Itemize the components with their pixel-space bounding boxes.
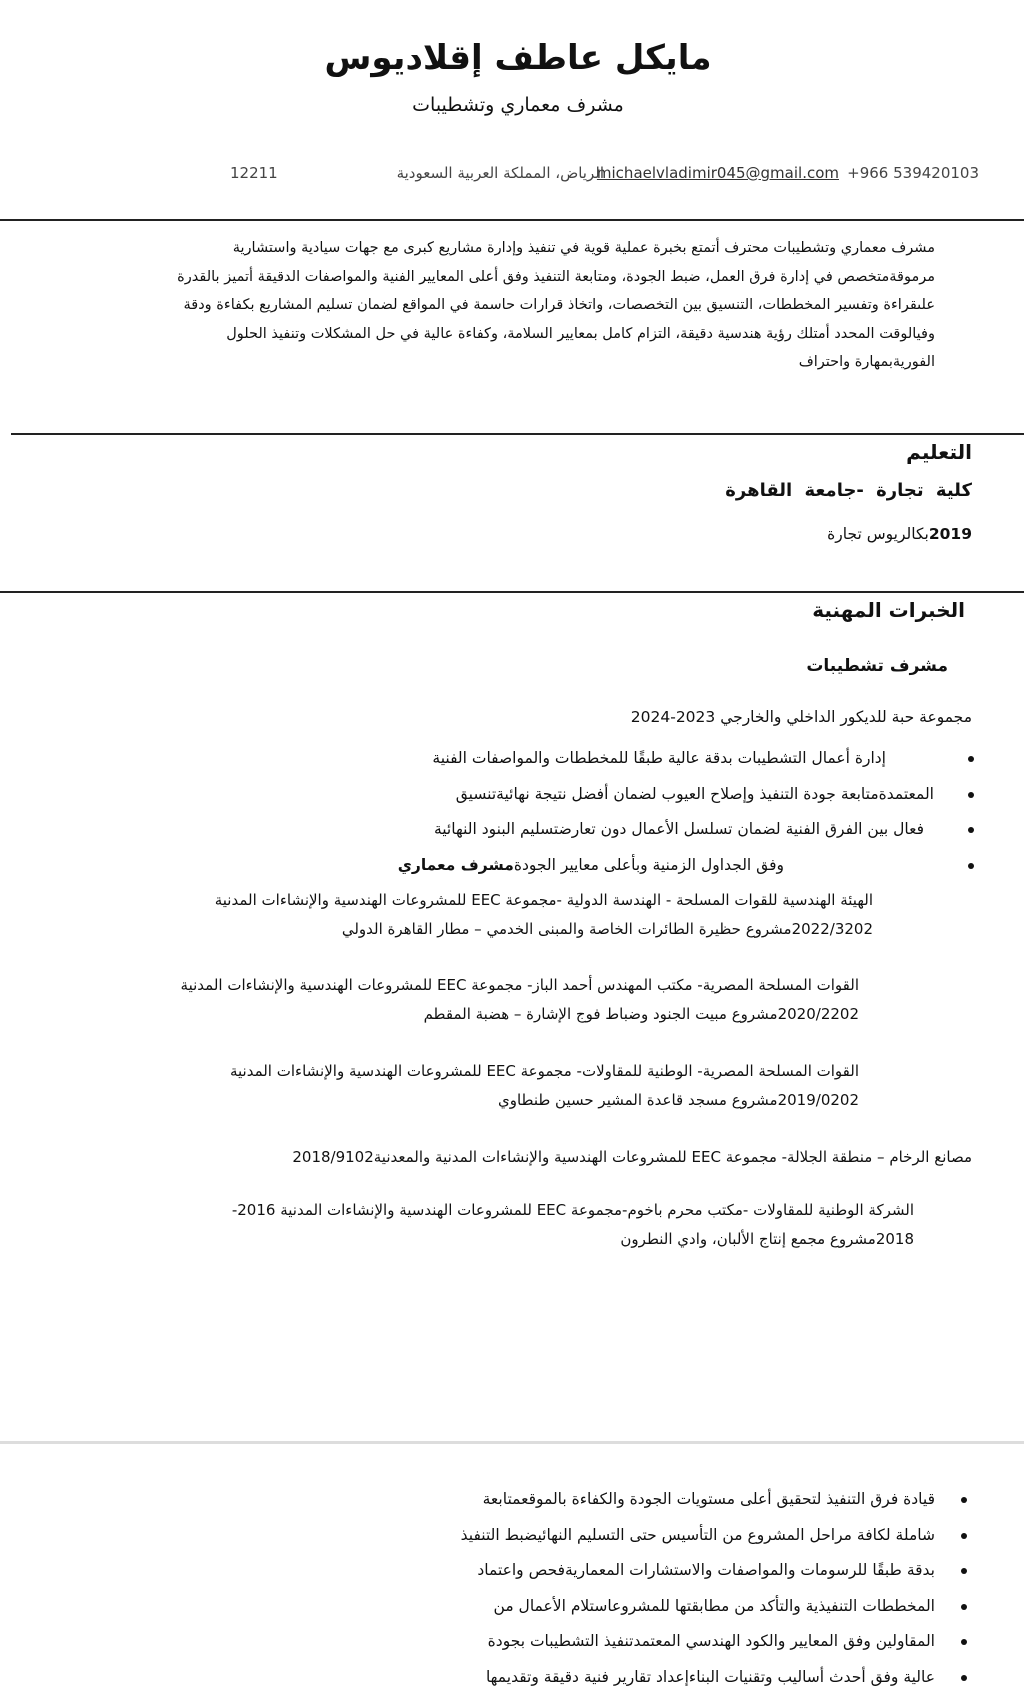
list-item: [347, 1518, 967, 1554]
list-item: [274, 812, 974, 848]
bullet-icon: [961, 1604, 967, 1610]
bullet-text: قيادة فرق التنفيذ لتحقيق أعلى مستويات الجودة والكفاءة بالموقعمتابعة: [483, 1482, 935, 1518]
education-degree: [827, 520, 972, 549]
list-item: [347, 1624, 967, 1660]
list-item: [347, 1482, 967, 1518]
education-institution: كلية تجارة -جامعة القاهرة: [725, 480, 972, 501]
role-title: مشرف تشطيبات: [806, 656, 948, 676]
bullet-icon: [961, 1497, 967, 1503]
project-line: 2018مشروع مجمع إنتاج الألبان، وادي النطرون: [232, 1225, 914, 1254]
bullet-text: شاملة لكافة مراحل المشروع من التأسيس حتى التسليم النهائيضبط التنفيذ: [461, 1518, 935, 1554]
page-break: [0, 1441, 1024, 1444]
bullet-icon: [961, 1533, 967, 1539]
company-line: مجموعة حبة للديكور الداخلي والخارجي 2023-2024: [631, 703, 972, 732]
divider: [0, 591, 1024, 593]
project-entry: [292, 1143, 972, 1172]
summary-line: مرموقةمتخصص في إدارة فرق العمل، ضبط الجودة، ومتابعة التنفيذ وفق أعلى المعايير الفنية والمواصفات الدقيقة أتميز بالقدرة: [177, 263, 935, 292]
list-item: [274, 777, 974, 813]
bullet-text: عالية وفق أحدث أساليب وتقنيات البناءإعداد تقارير فنية دقيقة وتقديمها: [486, 1660, 935, 1695]
bullet-icon: [968, 863, 974, 869]
project-line: القوات المسلحة المصرية- مكتب المهندس أحمد الباز- مجموعة EEC للمشروعات الهندسية والإنشاءات المدنية: [181, 971, 859, 1000]
bullet-text: فعال بين الفرق الفنية لضمان تسلسل الأعمال دون تعارضتسليم البنود النهائية: [434, 812, 924, 848]
divider: [0, 219, 1024, 221]
project-line: 2019/0202مشروع مسجد قاعدة المشير حسين طنطاوي: [230, 1086, 859, 1115]
duties-list: [274, 741, 974, 883]
project-line: القوات المسلحة المصرية- الوطنية للمقاولات- مجموعة EEC للمشروعات الهندسية والإنشاءات المدنية: [230, 1057, 859, 1086]
project-line: الشركة الوطنية للمقاولات -مكتب محرم باخوم-مجموعة EEC للمشروعات الهندسية والإنشاءات المدنية 2016-: [232, 1196, 914, 1225]
education-heading: التعليم: [906, 440, 972, 464]
bullet-text: إدارة أعمال التشطيبات بدقة عالية طبقًا للمخططات والمواصفات الفنية: [432, 741, 886, 777]
project-line: مصانع الرخام – منطقة الجلالة- مجموعة EEC للمشروعات الهندسية والإنشاءات المدنية والمعدنية2018/9102: [292, 1143, 972, 1172]
list-item: [347, 1589, 967, 1625]
project-line: الهيئة الهندسية للقوات المسلحة - الهندسة الدولية -مجموعة EEC للمشروعات الهندسية والإنشاءات المدنية: [215, 886, 873, 915]
project-entry: [230, 1057, 859, 1115]
bullet-icon: [961, 1639, 967, 1645]
email-link[interactable]: michaelvladimir045@gmail.com: [597, 164, 839, 182]
project-entry: [181, 971, 859, 1029]
duties-list-2: [347, 1482, 967, 1695]
bullet-bold-text: مشرف معماري: [398, 856, 514, 874]
summary-line: علىقراءة وتفسير المخططات، التنسيق بين التخصصات، واتخاذ قرارات حاسمة في المواقع لضمان تسليم المشاريع بكفاءة ودقة: [177, 291, 935, 320]
project-entry: [215, 886, 873, 944]
phone-number: +966 539420103: [847, 164, 979, 182]
job-title: مشرف معماري وتشطيبات: [0, 94, 1024, 116]
summary: [177, 234, 935, 377]
divider: [11, 433, 1024, 435]
bullet-text: بدقة طبقًا للرسومات والمواصفات والاستشارات المعماريةفحص واعتماد: [477, 1553, 935, 1589]
list-item: [274, 848, 974, 884]
degree-name: بكالريوس تجارة: [827, 525, 929, 543]
bullet-text: المخططات التنفيذية والتأكد من مطابقتها للمشروعاستلام الأعمال من: [494, 1589, 935, 1625]
list-item: [274, 741, 974, 777]
project-line: 2020/2202مشروع مبيت الجنود وضباط فوج الإشارة – هضبة المقطم: [181, 1000, 859, 1029]
summary-line: وفيالوقت المحدد أمتلك رؤية هندسية دقيقة، التزام كامل بمعايير السلامة، وكفاءة عالية في حل المشكلات وتنفيذ الحلول: [177, 320, 935, 349]
postal-code: 12211: [230, 164, 278, 182]
project-line: 2022/3202مشروع حظيرة الطائرات الخاصة والمبنى الخدمي – مطار القاهرة الدولي: [215, 915, 873, 944]
location: الرياض، المملكة العربية السعودية: [397, 164, 604, 182]
education-year: 2019: [929, 525, 972, 543]
bullet-icon: [961, 1675, 967, 1681]
bullet-text: وفق الجداول الزمنية وبأعلى معايير الجودة: [514, 856, 784, 874]
bullet-icon: [968, 756, 974, 762]
bullet-text: المعتمدةمتابعة جودة التنفيذ وإصلاح العيوب لضمان أفضل نتيجة نهائيةتنسيق: [456, 777, 934, 813]
bullet-icon: [968, 827, 974, 833]
experience-heading: الخبرات المهنية: [812, 598, 965, 622]
bullet-icon: [961, 1568, 967, 1574]
candidate-name: مايكل عاطف إقلاديوس: [0, 38, 1024, 78]
list-item: [347, 1553, 967, 1589]
bullet-icon: [968, 792, 974, 798]
summary-line: مشرف معماري وتشطيبات محترف أتمتع بخبرة عملية قوية في تنفيذ وإدارة مشاريع كبرى مع جهات سيادية واستشارية: [177, 234, 935, 263]
project-entry: [232, 1196, 914, 1254]
summary-line: الفوريةبمهارة واحتراف: [177, 348, 935, 377]
bullet-text: المقاولين وفق المعايير والكود الهندسي المعتمدتنفيذ التشطيبات بجودة: [488, 1624, 935, 1660]
list-item: [347, 1660, 967, 1695]
